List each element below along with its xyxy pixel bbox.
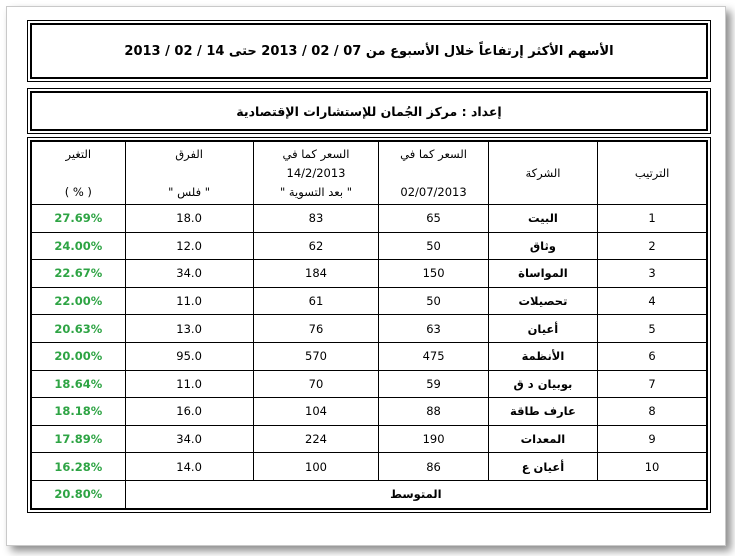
cell-company: البيت: [488, 205, 597, 233]
table-row: [31, 287, 707, 315]
cell-price-start: 190: [379, 425, 488, 453]
cell-company: المواساة: [488, 260, 597, 288]
cell-price-start: 150: [379, 260, 488, 288]
cell-price-start: 63: [379, 315, 488, 343]
header-price-end: السعر كما في 14/2/2013 " بعد التسوية ": [253, 141, 379, 205]
cell-change: 20.00%: [31, 342, 125, 370]
table-header-row: [31, 141, 707, 205]
cell-company: عارف طاقة: [488, 398, 597, 426]
cell-price-end: 184: [253, 260, 379, 288]
cell-price-end: 62: [253, 232, 379, 260]
cell-rank: 10: [598, 453, 707, 481]
table-row: [31, 205, 707, 233]
cell-price-end: 570: [253, 342, 379, 370]
cell-rank: 2: [598, 232, 707, 260]
table-row: [31, 453, 707, 481]
header-change: التغير ( % ): [31, 141, 125, 205]
cell-diff: 95.0: [125, 342, 253, 370]
cell-price-start: 65: [379, 205, 488, 233]
cell-diff: 11.0: [125, 287, 253, 315]
cell-change: 22.67%: [31, 260, 125, 288]
cell-diff: 34.0: [125, 425, 253, 453]
report-subtitle: [30, 91, 708, 131]
cell-rank: 1: [598, 205, 707, 233]
cell-diff: 18.0: [125, 205, 253, 233]
cell-change: 18.64%: [31, 370, 125, 398]
cell-price-start: 50: [379, 232, 488, 260]
average-row: [31, 480, 707, 509]
cell-company: المعدات: [488, 425, 597, 453]
cell-diff: 13.0: [125, 315, 253, 343]
cell-price-end: 76: [253, 315, 379, 343]
cell-change: 18.18%: [31, 398, 125, 426]
cell-change: 22.00%: [31, 287, 125, 315]
cell-change: 27.69%: [31, 205, 125, 233]
cell-price-end: 61: [253, 287, 379, 315]
cell-change: 16.28%: [31, 453, 125, 481]
table-row: [31, 398, 707, 426]
cell-price-end: 83: [253, 205, 379, 233]
cell-rank: 3: [598, 260, 707, 288]
average-value: 20.80%: [31, 480, 125, 509]
cell-diff: 16.0: [125, 398, 253, 426]
report-title-text: الأسهم الأكثر إرتفاعاً خلال الأسبوع من 07 / 02 / 2013 حتى 14 / 02 / 2013: [124, 43, 614, 59]
cell-change: 24.00%: [31, 232, 125, 260]
table-row: [31, 342, 707, 370]
cell-price-end: 224: [253, 425, 379, 453]
header-diff: الفرق " فلس ": [125, 141, 253, 205]
table-row: [31, 425, 707, 453]
cell-diff: 12.0: [125, 232, 253, 260]
average-label: المتوسط: [125, 480, 707, 509]
table-row: [31, 232, 707, 260]
cell-rank: 8: [598, 398, 707, 426]
cell-company: أعيان ع: [488, 453, 597, 481]
cell-price-start: 86: [379, 453, 488, 481]
cell-rank: 4: [598, 287, 707, 315]
report-subtitle-text: إعداد : مركز الجُمان للإستشارات الإقتصادية: [236, 103, 502, 119]
cell-price-start: 475: [379, 342, 488, 370]
cell-price-end: 104: [253, 398, 379, 426]
cell-price-end: 70: [253, 370, 379, 398]
cell-price-start: 59: [379, 370, 488, 398]
cell-price-start: 50: [379, 287, 488, 315]
table-row: [31, 260, 707, 288]
header-company: الشركة: [488, 141, 597, 205]
cell-company: أعيان: [488, 315, 597, 343]
cell-change: 17.89%: [31, 425, 125, 453]
cell-rank: 9: [598, 425, 707, 453]
header-rank: الترتيب: [598, 141, 707, 205]
cell-company: وثاق: [488, 232, 597, 260]
cell-diff: 14.0: [125, 453, 253, 481]
header-price-start: السعر كما في 02/07/2013: [379, 141, 488, 205]
cell-company: الأنظمة: [488, 342, 597, 370]
cell-rank: 7: [598, 370, 707, 398]
cell-change: 20.63%: [31, 315, 125, 343]
table-row: [31, 370, 707, 398]
cell-price-end: 100: [253, 453, 379, 481]
cell-rank: 5: [598, 315, 707, 343]
cell-company: بوبيان د ق: [488, 370, 597, 398]
cell-price-start: 88: [379, 398, 488, 426]
cell-company: تحصيلات: [488, 287, 597, 315]
top-gainers-table: [30, 140, 708, 510]
table-row: [31, 315, 707, 343]
cell-diff: 11.0: [125, 370, 253, 398]
report-title: [30, 23, 708, 79]
cell-rank: 6: [598, 342, 707, 370]
cell-diff: 34.0: [125, 260, 253, 288]
